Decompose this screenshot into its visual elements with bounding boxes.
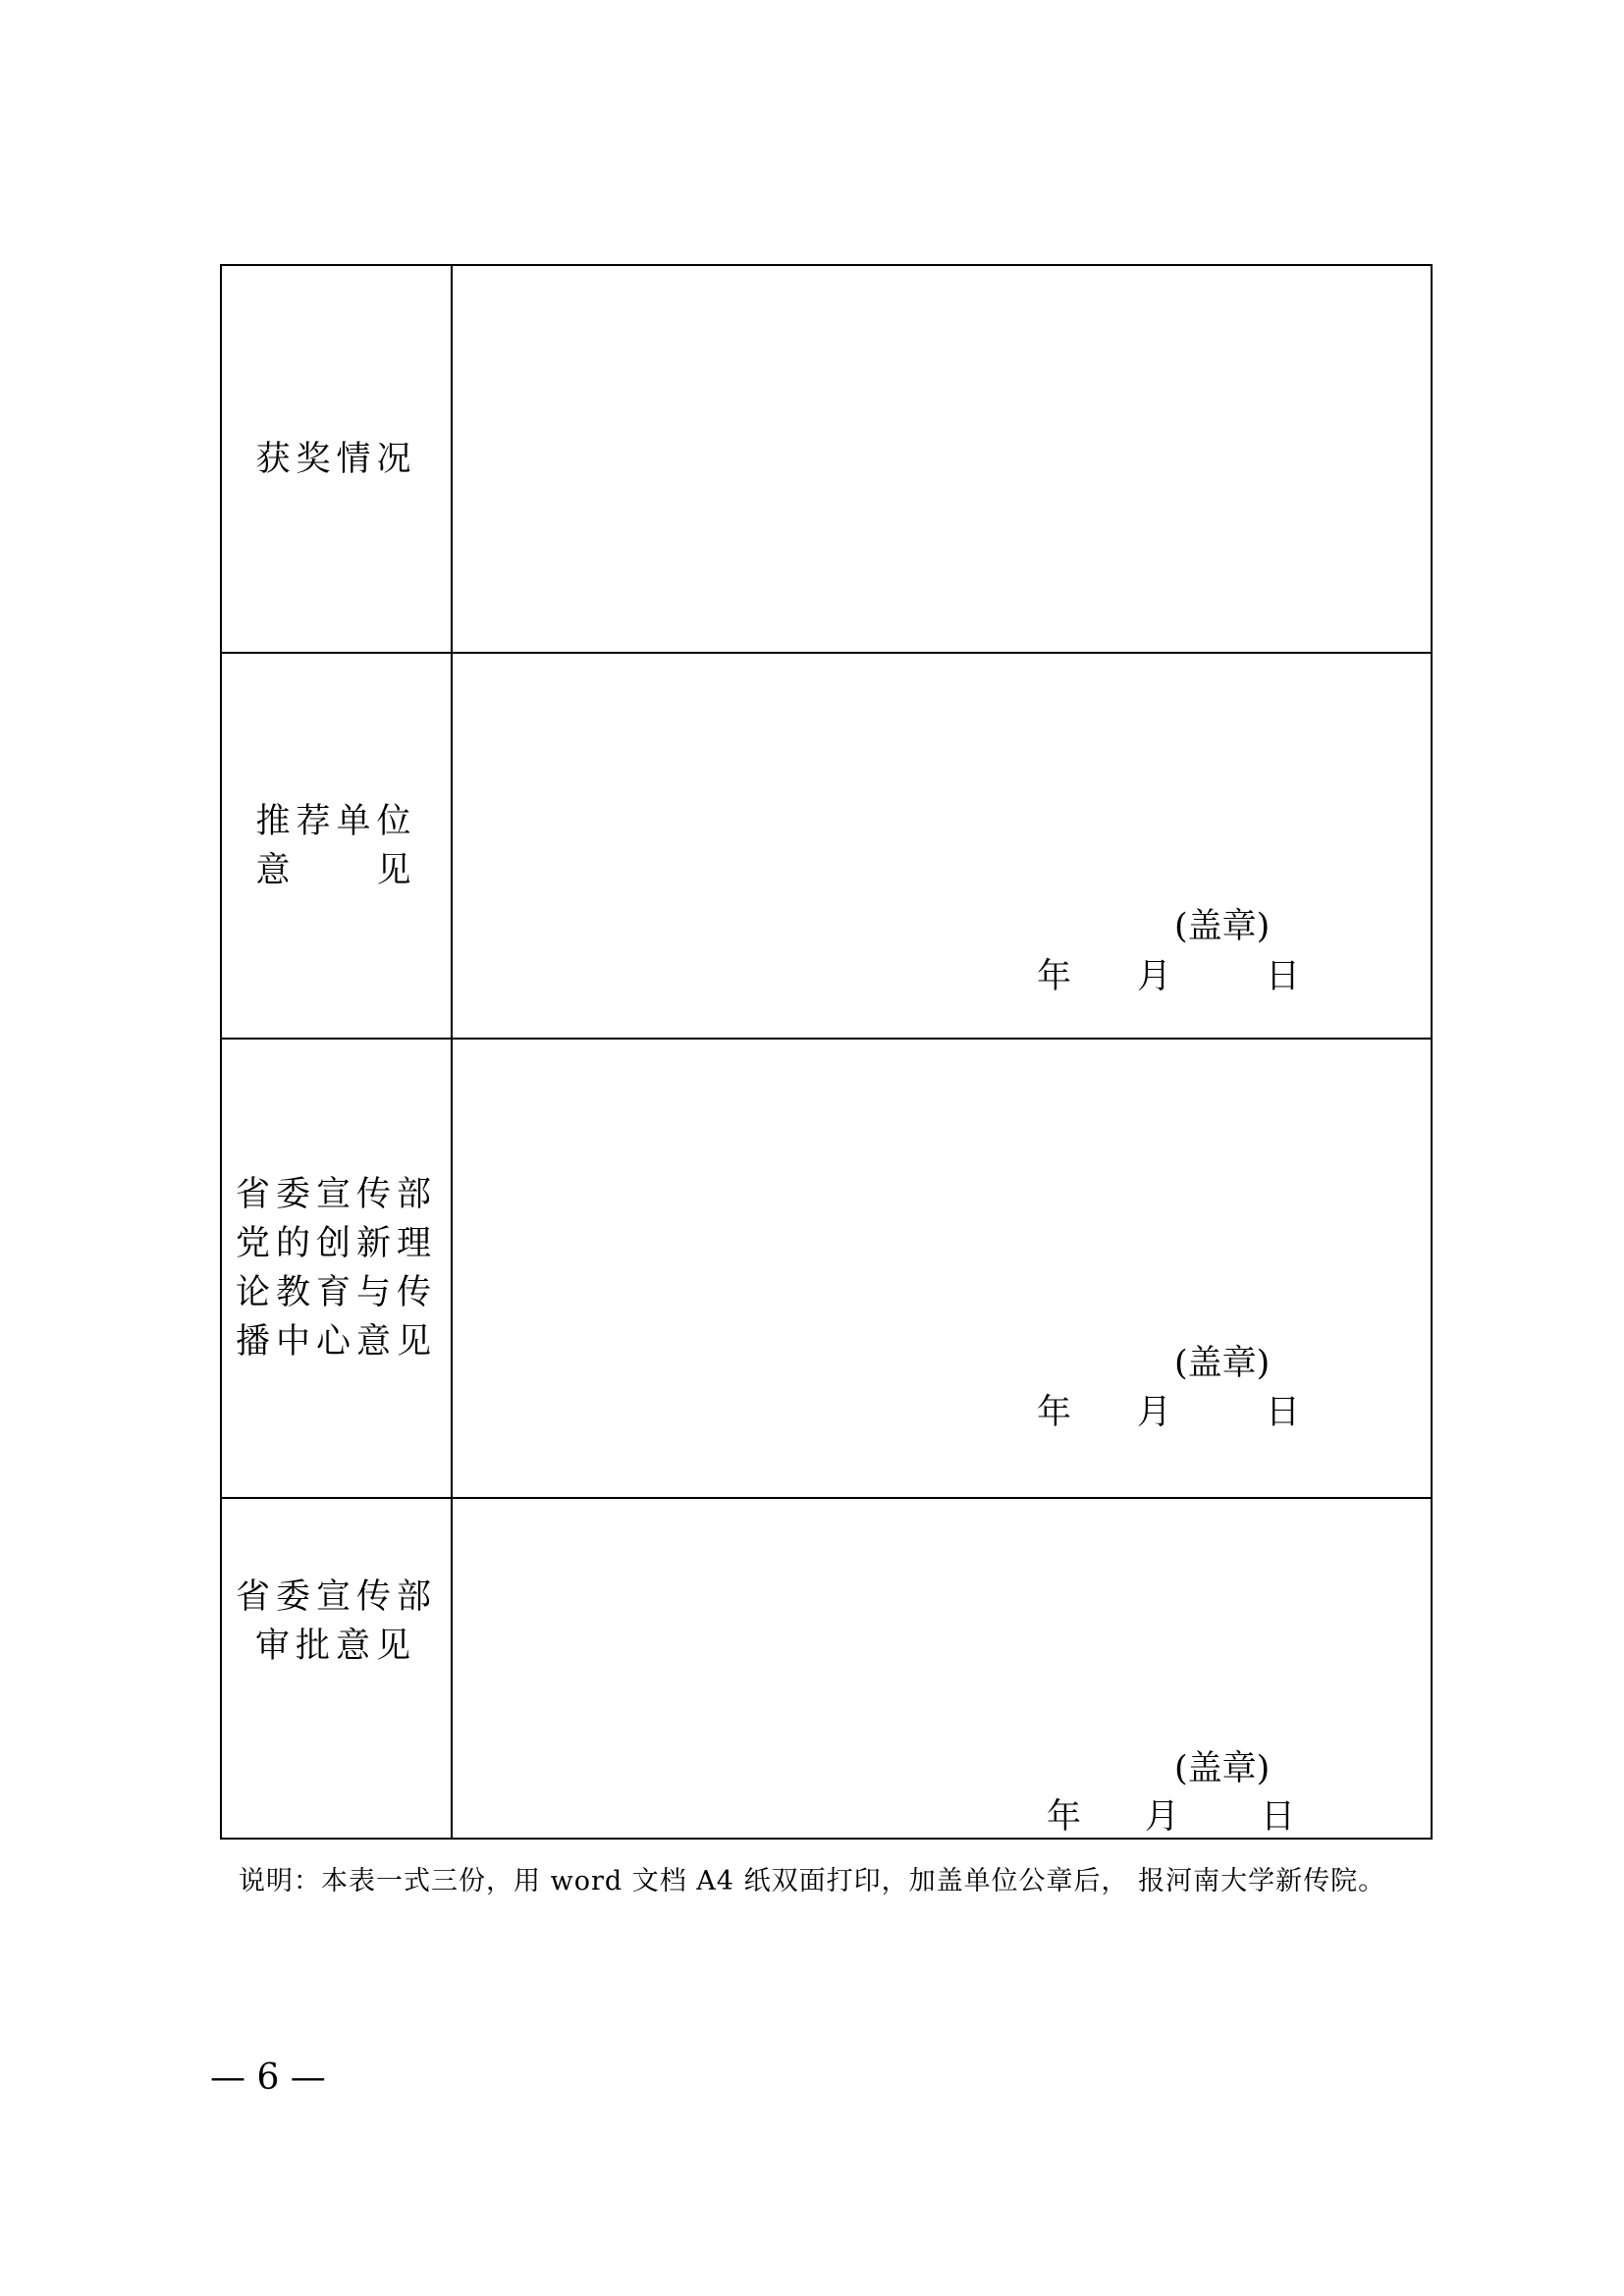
label-line: 党的创新理 [235,1224,437,1263]
date-line [1047,1795,1361,1839]
date-day: 日 [1266,1393,1301,1432]
label-recommending-unit [255,797,416,895]
date-line [1037,1391,1351,1434]
date-line [1037,955,1351,998]
date-month: 月 [1137,1393,1172,1432]
label-line: 省委宣传部 [235,1577,437,1617]
label-awards [255,435,416,484]
page-number: — 6 — [210,2057,326,2098]
date-year: 年 [1037,957,1072,996]
date-day: 日 [1261,1797,1296,1837]
label-line: 获奖情况 [255,439,417,479]
label-approval [236,1573,437,1671]
seal-note: (盖章) [1174,1749,1271,1789]
date-year: 年 [1047,1797,1082,1837]
label-line: 审批意见 [254,1627,416,1666]
label-cell-approval [222,1499,451,1744]
date-year: 年 [1037,1393,1072,1432]
label-line: 意 见 [255,850,417,890]
label-line: 播中心意见 [235,1322,437,1362]
label-center-opinion [236,1170,437,1366]
instruction-note: 说明：本表一式三份，用 word 文档 A4 纸双面打印，加盖单位公章后， 报河南大学新传院。 [239,1866,1386,1896]
label-cell-recommending-unit [222,654,451,1038]
date-month: 月 [1145,1797,1180,1837]
column-divider [451,266,453,1838]
seal-note: (盖章) [1174,1344,1271,1383]
label-line: 论教育与传 [235,1273,437,1312]
form-table [220,264,1433,1840]
label-line: 推荐单位 [255,801,417,841]
label-cell-awards [222,266,451,652]
label-cell-center-opinion [222,1040,451,1497]
label-line: 省委宣传部 [235,1175,437,1214]
date-day: 日 [1266,957,1301,996]
seal-note: (盖章) [1174,907,1271,946]
date-month: 月 [1137,957,1172,996]
